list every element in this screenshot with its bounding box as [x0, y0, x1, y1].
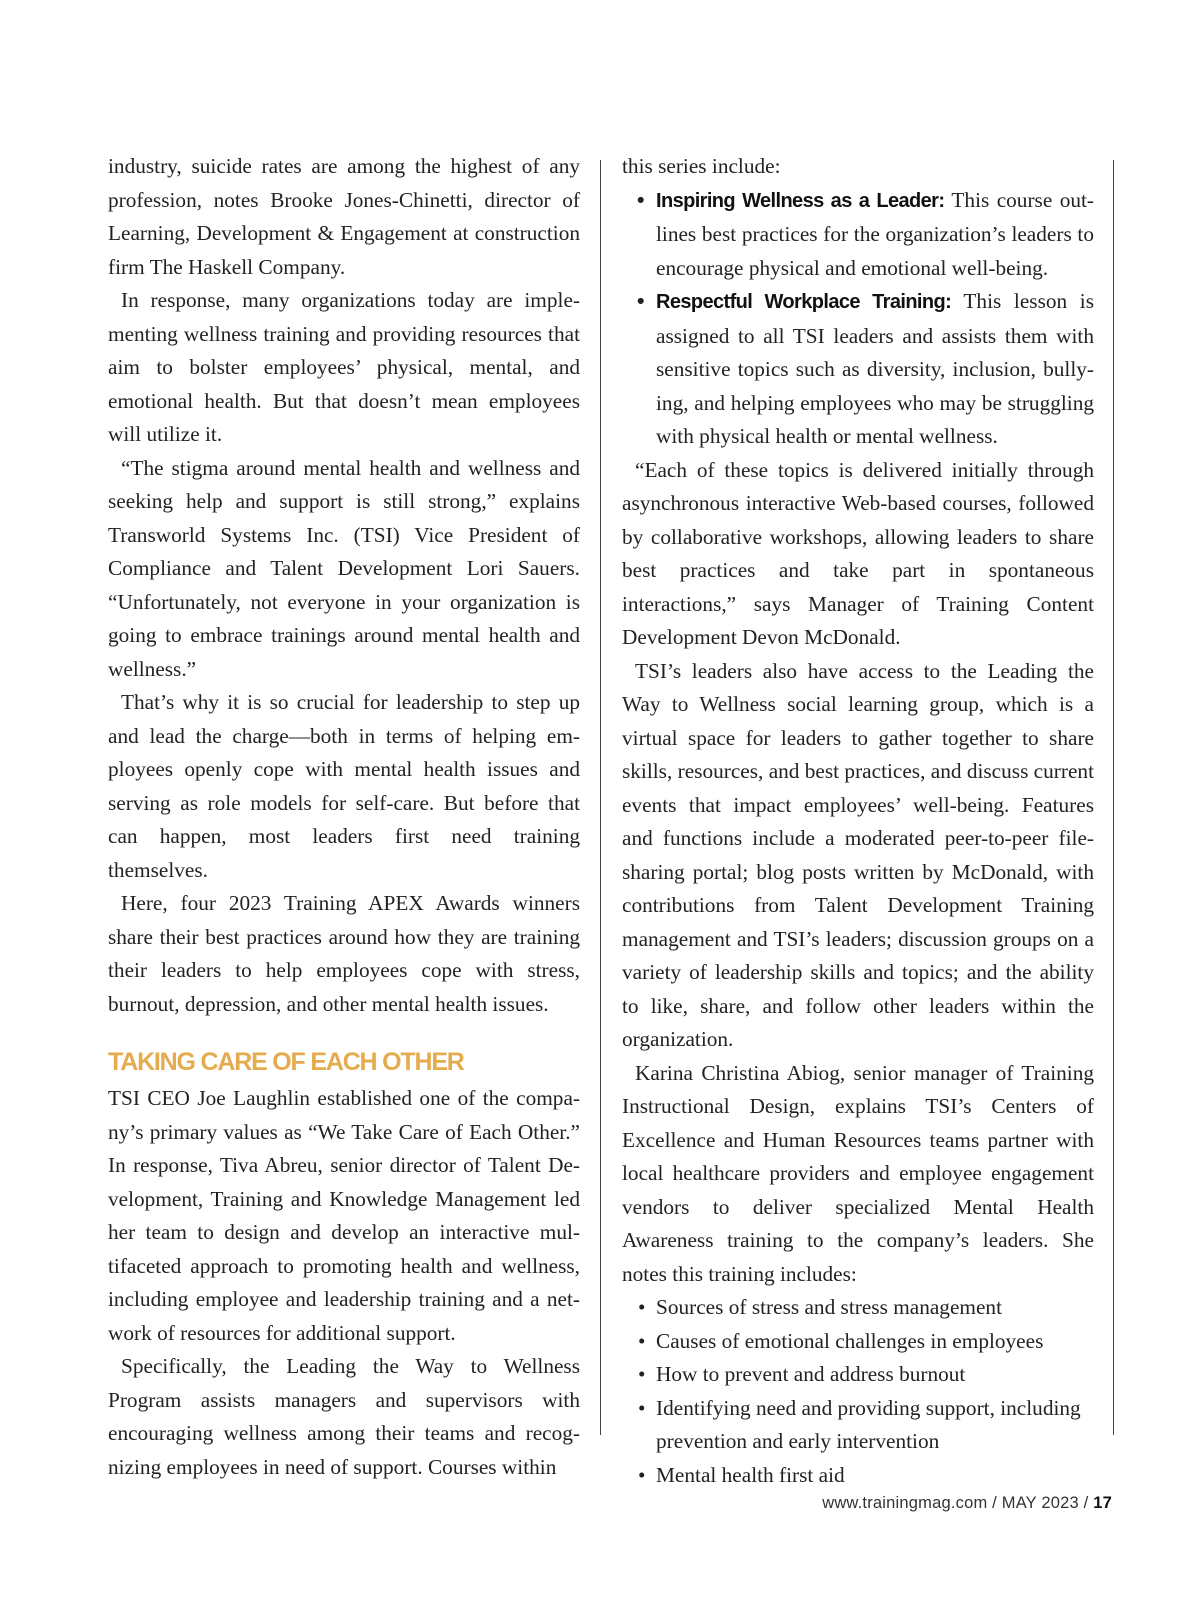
paragraph: “Each of these topics is delivered initially through asynchronous interactive Web-based courses, followed by collaborative workshops, allowing leaders to share best practices and take part in spontaneous interactions,” says Manager of Training Content Development Devon McDonald. — [622, 457, 1094, 649]
list-item — [622, 1392, 1094, 1459]
right-margin-rule — [1113, 160, 1114, 1435]
footer-site-date: www.trainingmag.com / MAY 2023 / — [822, 1494, 1094, 1512]
paragraph: TSI CEO Joe Laughlin established one of the company’s primary values as “We Take Care of Each Other.” In response, Tiva Abreu, senior director of Talent Development, Training and Knowledge Management led her team to design and develop an interactive multifaceted approach to promoting health and wellness, including employee and leadership training and a network of resources for additional support. — [108, 1086, 580, 1345]
bullet-icon: • — [638, 1295, 646, 1319]
list-item-text: Identifying need and providing support, including prevention and early intervention — [656, 1395, 1081, 1453]
list-item — [622, 1459, 1094, 1493]
course-list — [622, 184, 1094, 454]
paragraph: Specifically, the Leading the Way to Wellness Program assists managers and supervisors with encouraging wellness among their teams and recognizing employees in need of support. Courses within — [108, 1354, 580, 1479]
bullet-lead-in: Respectful Workplace Training: — [656, 291, 952, 313]
page-footer — [822, 1494, 1112, 1513]
bullet-icon: • — [637, 187, 645, 212]
list-item-text: Sources of stress and stress management — [656, 1295, 1002, 1319]
page-number: 17 — [1093, 1494, 1112, 1512]
bullet-text: This course outlines best practices for the organization’s leaders to encourage physical and emotional well-being. — [656, 187, 1094, 280]
paragraph: this series include: — [622, 154, 781, 178]
list-item-text: Causes of emotional challenges in employees — [656, 1328, 1044, 1353]
bullet-icon: • — [638, 1462, 646, 1487]
section-heading: TAKING CARE OF EACH OTHER — [108, 1048, 464, 1076]
list-item — [622, 1291, 1094, 1325]
list-item — [622, 1358, 1094, 1392]
list-item-text: How to prevent and address burnout — [656, 1362, 966, 1386]
paragraph: In response, many organizations today are implementing wellness training and providing resources that aim to bolster employees’ physical, mental, and emotional health. But that doesn’t mean employees will utilize it. — [108, 288, 580, 446]
paragraph: Karina Christina Abiog, senior manager of Training Instructional Design, explains TSI’s Centers of Excellence and Human Resources teams partner with local healthcare providers and employee engagement vendors to deliver specialized Mental Health Awareness training to the company’s leaders. She notes this training includes: — [622, 1060, 1094, 1286]
list-item — [622, 1325, 1094, 1359]
column-divider — [600, 160, 601, 1435]
training-topics-list — [622, 1291, 1094, 1492]
paragraph: TSI’s leaders also have access to the Leading the Way to Wellness social learning group, which is a virtual space for leaders to gather together to share skills, resources, and best practices, and discuss current events that impact employees’ well-being. Features and functions include a moderated peer-to-peer file-sharing portal; blog posts written by McDonald, with contributions from Talent Development Training management and TSI’s leaders; discussion groups on a variety of leadership skills and topics; and the ability to like, share, and follow other leaders within the organization. — [622, 658, 1094, 1051]
right-column — [622, 150, 1094, 1492]
bullet-icon: • — [638, 1362, 646, 1386]
bullet-icon: • — [638, 1328, 646, 1353]
bullet-icon: • — [638, 1395, 646, 1420]
list-item-text: Mental health first aid — [656, 1462, 845, 1487]
bullet-icon: • — [637, 289, 645, 313]
paragraph: Here, four 2023 Training APEX Awards winners share their best practices around how they are training their leaders to help employees cope with stress, burnout, depression, and other mental health issues. — [108, 891, 580, 1016]
paragraph: “The stigma around mental health and wellness and seeking help and support is still strong,” explains Transworld Systems Inc. (TSI) Vice President of Compliance and Talent Development Lori Sauers. “Unfortunately, not everyone in your organization is going to embrace trainings around mental health and wellness.” — [108, 455, 580, 681]
bullet-lead-in: Inspiring Wellness as a Leader: — [656, 189, 945, 212]
paragraph: That’s why it is so crucial for leadership to step up and lead the charge—both in terms of helping employees openly cope with mental health issues and serving as role models for self-care. But before that can happen, most leaders first need training themselves. — [108, 690, 580, 882]
left-column — [108, 150, 580, 1484]
list-item — [622, 184, 1094, 286]
bullet-text: This lesson is assigned to all TSI leaders and assists them with sensitive topics such as diversity, inclusion, bullying, and helping employees who may be struggling with physical health or mental wellness. — [656, 289, 1094, 448]
list-item — [622, 285, 1094, 454]
paragraph: industry, suicide rates are among the highest of any profession, notes Brooke Jones-Chinetti, director of Learning, Development & Engagement at construction firm The Haskell Company. — [108, 154, 580, 279]
